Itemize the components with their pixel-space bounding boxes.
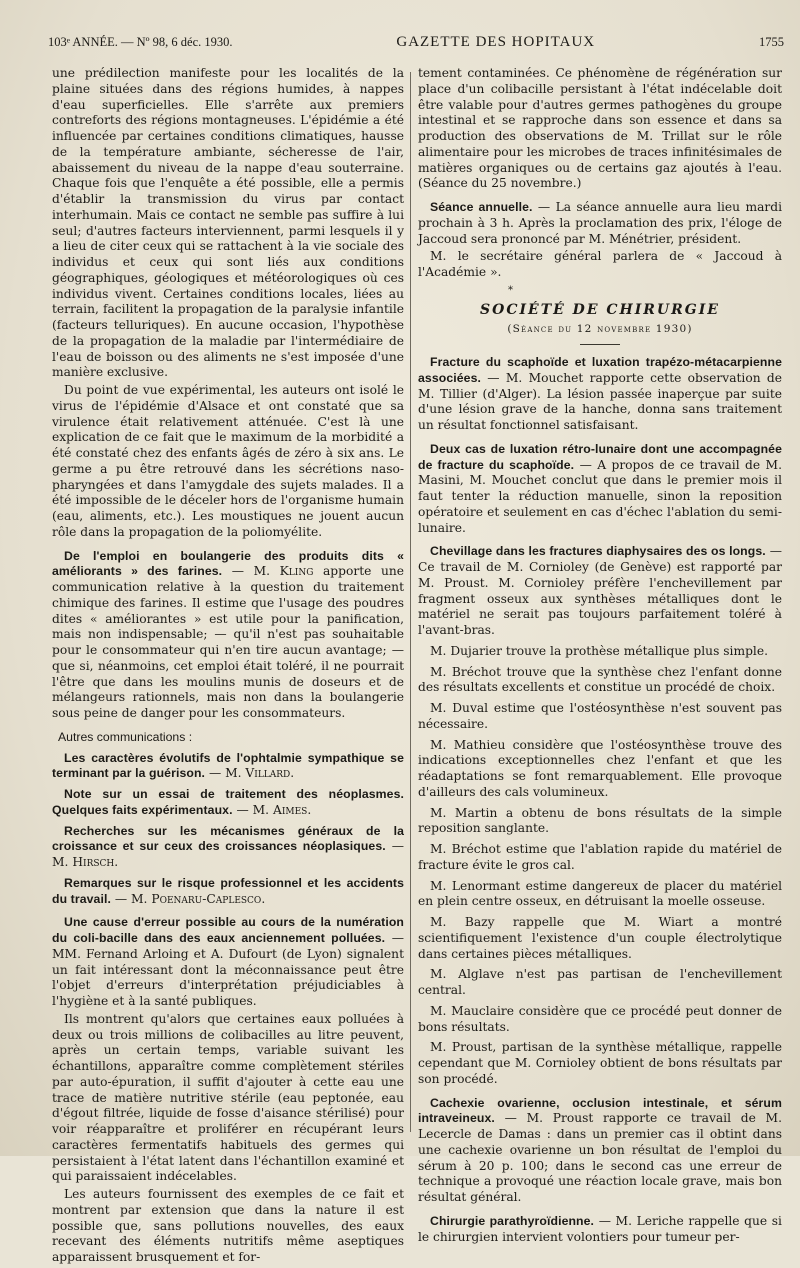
discussion-line: M. Martin a obtenu de bons résultats de la simple reposition sanglante. [418,805,782,836]
left-column [52,66,404,1268]
discussion-line: M. Mathieu considère que l'ostéosynthèse trouve des indications exceptionnelles chez l'enfant et que les réadaptations se font remarquablement. Elle provoque d'ailleurs des cals volumineux. [418,737,782,799]
article-text: — MM. Fernand Arloing et A. Dufourt (de Lyon) signalent un fait intéressant dont la méconnaissance peut être l'objet d'erreurs d'interprétation préjudiciables à l'hygiène et à la santé publiques. [52,931,404,1008]
communication-title: Remarques sur le risque professionnel et les accidents du travail. [52,875,404,906]
article-breadlanguage: De l'emploi en boulangerie des produits dits « améliorants » des farines. — M. Kling apporte une communication relative à la question du traitement chimique des farines. Il estime que l'usage des poudres dites « améliorantes » est utile pour la panification, mais non indispensable; — qu'il n'est pas souhaitable pour le consommateur qui n'en tire aucun avantage; — que si, néanmoins, cet emploi était toléré, il ne pourrait l'être que dans les moulins munis de doseurs et de mélangeurs rationnels, mais non dans la boulangerie sous peine de danger pour les consommateurs. [52,548,404,720]
paragraph: une prédilection manifeste pour les localités de la plaine situées dans des régions humides, à nappes d'eau superficielles. Elle s'arrête aux premiers contreforts des régions montagneuses. L'épidémie a été influencée par certaines conditions climatiques, hausse de la température ambiante, sécheresse de l'air, abaissement du niveau de la nappe d'eau souterraine. Chaque fois que l'enquête a été possible, elle a permis d'établir la transmission du virus par contact interhumain. Mais ce contact ne semble pas suffire à lui seul; d'autres facteurs interviennent, parmi lesquels il y a lieu de citer ceux qui se rattachent à la vie sociale des individus et ceux qui sont liés aux conditions géographiques, géologiques et météorologiques où ces individus vivent. Certaines conditions locales, liées au terrain, facilitent la propagation de la paralysie infantile (facteurs telluriques). En aucune occasion, l'hypothèse de la propagation de la maladie par l'intermédiaire de l'eau de boisson ou des aliments ne s'est imposée d'une manière exclusive. [52,66,404,380]
discussion-line: M. Mauclaire considère que ce procédé peut donner de bons résultats. [418,1003,782,1034]
journal-title: GAZETTE DES HOPITAUX [396,34,596,50]
author-name: Kling [279,564,314,579]
paragraph: Les auteurs fournissent des exemples de ce fait et montrent par extension que dans la nature il est possible que, sans pollutions nouvelles, des eaux recevant des éléments nutritifs même aseptiques apparaissent brusquement et for- [52,1187,404,1264]
article-title: Une cause d'erreur possible au cours de la numération du coli-bacille dans des eaux anciennement polluées. [52,915,404,945]
page-number: 1755 [759,35,784,49]
discussion-line: M. Alglave n'est pas partisan de l'enchevillement central. [418,967,782,997]
notice-text: — La séance annuelle aura lieu mardi prochain à 3 h. Après la proclamation des prix, l'éloge de Jaccoud sera prononcé par M. Ménétrier, président. [418,200,782,246]
society-item [418,1214,782,1246]
item-title: Fracture du scaphoïde et luxation trapézo-métacarpienne associées. [418,355,782,385]
communication-title: Recherches sur les mécanismes généraux de la croissance et sur ceux des croissances néoplasiques. [52,823,404,854]
section-subtitle: (Séance du 12 novembre 1930) [507,323,693,336]
annual-session-notice [418,200,782,247]
discussion-line: M. Proust, partisan de la synthèse métallique, rappelle cependant que M. Cornioley obtient de bons résultats par son procédé. [418,1040,782,1086]
item-title: Chevillage dans les fractures diaphysaires des os longs. [430,544,766,559]
section-title: SOCIÉTÉ DE CHIRURGIE [480,301,720,318]
author-name: Aimes [272,802,308,817]
discussion-line: M. Dujarier trouve la prothèse métallique plus simple. [430,643,768,658]
communication-item: Remarques sur le risque professionnel et les accidents du travail. — M. Poenaru-Caplesco. [52,875,404,906]
item-text: — M. Proust rapporte ce travail de M. Lecercle de Damas : dans un premier cas il obtint dans une cachexie ovarienne un bon résultat de l'emploi du sérum à 20 p. 100; dans le second cas une erreur de technique a provoqué une réaction locale grave, mais bon résultat général. [418,1111,782,1204]
item-title: Cachexie ovarienne, occlusion intestinale, et sérum intraveineux. [418,1095,782,1126]
short-rule [580,344,620,345]
author-name: Villard [245,766,291,781]
author-name: Hirsch [72,855,115,869]
communication-item: Recherches sur les mécanismes généraux de la croissance et sur ceux des croissances néoplasiques. — M. Hirsch. [52,823,404,869]
item-text: — M. Mouchet rapporte cette observation de M. Tillier (d'Alger). La lésion passée inaperçue par suite d'une lésion grave de la hanche, donna sans traitement un résultat fonctionnel satisfaisant. [418,370,782,432]
society-item [418,544,782,639]
page-header [48,34,784,56]
item-text: — Ce travail de M. Cornioley (de Genève) est rapporté par M. Proust. M. Cornioley préfère l'enchevillement par fragment osseux aux synthèses métalliques dont le matériel ne serait pas toujours parfaitement toléré à l'avant-bras. [418,544,782,637]
article-title: De l'emploi en boulangerie des produits dits « améliorants » des farines. [52,548,404,579]
discussion-line: M. Duval estime que l'ostéosynthèse n'est souvent pas nécessaire. [418,701,782,731]
article-text: apporte une communication relative à la question du traitement chimique des farines. Il estime que l'usage des poudres dites « améliorantes » est utile pour la panification, mais non indispensable; — qu'il n'est pas souhaitable pour le consommateur qui n'en tire aucun avantage; — que si, néanmoins, cet emploi était toléré, il ne pourrait l'être que dans les moulins munis de doseurs et de mélangeurs rationnels, mais non dans la boulangerie sous peine de danger pour les consommateurs. [52,564,404,720]
paragraph: M. le secrétaire général parlera de « Jaccoud à l'Académie ». [418,249,782,279]
article-colibacille [52,915,404,1010]
discussion-line: M. Bazy rappelle que M. Wiart a montré scientifiquement l'existence d'un couple électrolytique dans certaines pièces métalliques. [418,915,782,961]
paragraph: Ils montrent qu'alors que certaines eaux polluées à deux ou trois millions de colibacilles au litre peuvent, après un certain temps, variable suivant les échantillons, apparaître comme complètement stériles par auto-épuration, il suffit d'ajouter à cette eau une trace de matière nutritive stérile (eau peptonée, eau d'égout filtrée, liquide de fosse d'aisance stérilisé) pour voir réapparaître et proliférer en récupérant leurs caractères fermentatifs habituels des germes qui persistaient à l'état latent dans l'échantillon examiné et qui paraissaient indécelables. [52,1011,404,1184]
paragraph: tement contaminées. Ce phénomène de régénération sur place d'un colibacille persistant à l'état indécelable doit être valable pour d'autres germes pathogènes du groupe intestinal et se rapproche dans son essence et dans sa production des observations de M. Trillat sur le rôle alimentaire pour les microbes de traces infinitésimales de matières organiques ou de certains gaz ajoutés à l'eau. (Séance du 25 novembre.) [418,66,782,191]
item-text: — A propos de ce travail de M. Masini, M. Mouchet conclut que dans le premier mois il faut tenter la réduction manuelle, sinon la reposition opératoire et seulement en cas d'échec l'ablation du semi-lunaire. [418,457,782,535]
issue-info: 103ᵉ ANNÉE. — Nº 98, 6 déc. 1930. [48,35,233,49]
society-item [418,442,782,537]
society-item [418,355,782,434]
communication-item: Les caractères évolutifs de l'ophtalmie sympathique se terminant par la guérison. — M. Villard. [52,750,404,781]
discussion-line: M. Bréchot trouve que la synthèse chez l'enfant donne des résultats excellents et constitue un procédé de choix. [418,664,782,695]
communication-title: Note sur un essai de traitement des néoplasmes. Quelques faits expérimentaux. [52,787,404,817]
item-text: — M. Leriche rappelle que si le chirurgien intervient volontiers pour tumeur per- [418,1213,782,1244]
column-divider [410,72,411,1132]
communication-title: Les caractères évolutifs de l'ophtalmie sympathique se terminant par la guérison. [52,750,404,781]
author-name: Poenaru-Caplesco [151,891,262,906]
communication-item: Note sur un essai de traitement des néoplasmes. Quelques faits expérimentaux. — M. Aimes. [52,787,404,817]
discussion-line: M. Bréchot estime que l'ablation rapide du matériel de fracture évite le gros cal. [418,842,782,872]
other-communications-label: Autres communications : [58,729,193,744]
notice-title: Séance annuelle. [430,200,533,214]
item-title: Chirurgie parathyroïdienne. [430,1213,595,1228]
discussion-line: M. Lenormant estime dangereux de placer du matériel en plein centre osseux, en détruisant la moelle osseuse. [418,878,782,909]
paragraph: Du point de vue expérimental, les auteurs ont isolé le virus de l'épidémie d'Alsace et ont constaté que sa virulence était relativement atténuée. C'est là une explication de ce fait que le maximum de la morbidité a été constaté chez des enfants âgés de zéro à six ans. Le germe a pu être retrouvé dans les sécrétions naso-pharyngées et dans l'amygdale des sujets malades. Il a été impossible de le déceler hors de l'organisme humain (eau, aliments, etc.). Les moustiques ne jouent aucun rôle dans la propagation de la poliomyélite. [52,383,404,539]
society-item [418,1096,782,1206]
item-title: Deux cas de luxation rétro-lunaire dont une accompagnée de fracture du scaphoïde. [418,441,782,472]
separator-star: * [508,284,513,296]
right-column [418,66,782,1247]
